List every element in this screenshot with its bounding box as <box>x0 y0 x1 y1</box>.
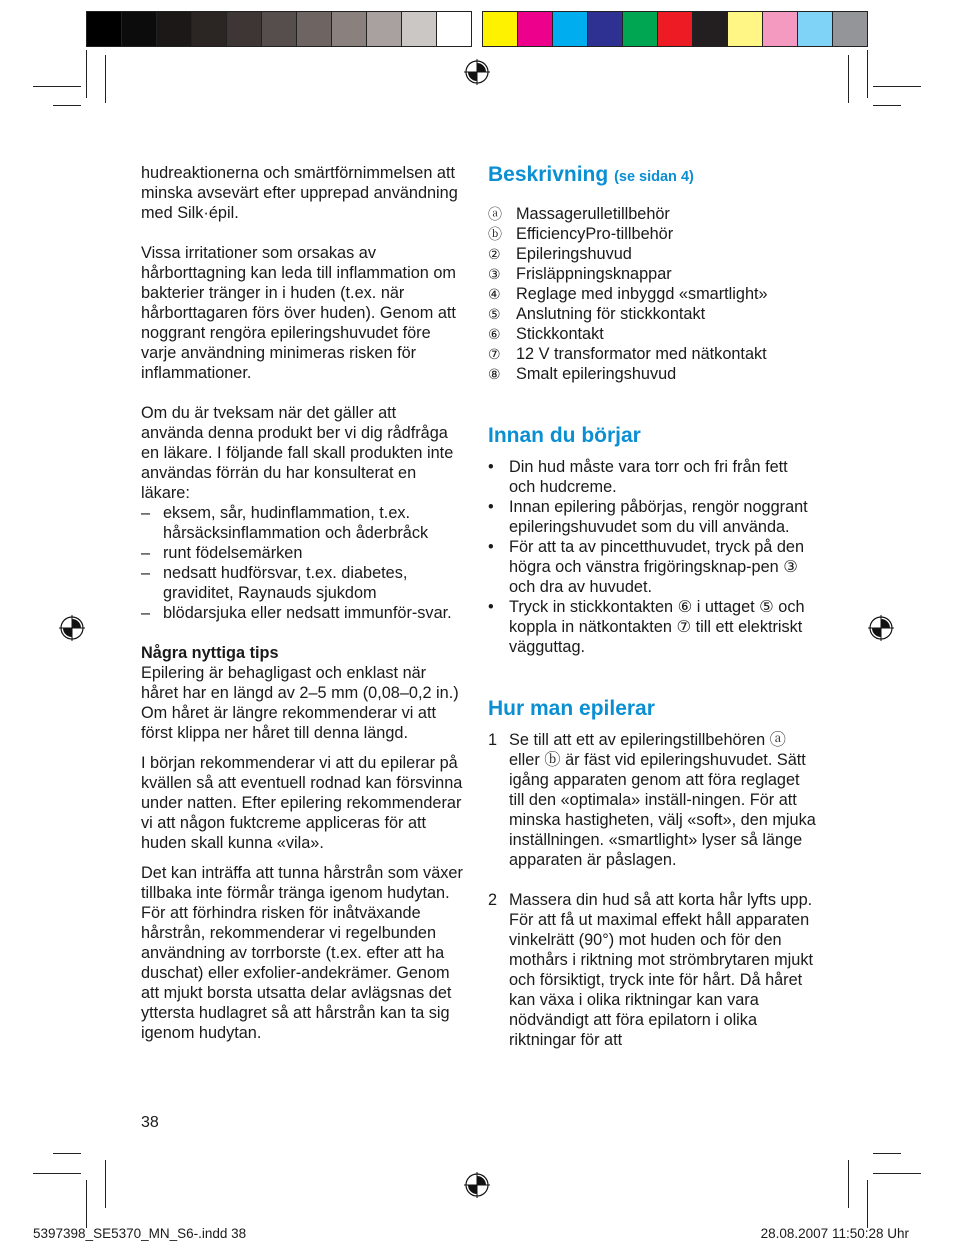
color-swatch <box>588 12 623 46</box>
color-swatch <box>157 12 192 46</box>
color-swatch <box>402 12 437 46</box>
step-number: 2 <box>488 891 498 909</box>
list-item <box>488 497 816 537</box>
part-item <box>488 284 816 304</box>
crop-mark <box>33 86 81 87</box>
registration-mark-icon <box>59 615 85 641</box>
how-to-steps <box>488 730 816 1050</box>
part-label: Stickkontakt <box>516 325 604 343</box>
section-title-text: Beskrivning <box>488 163 609 186</box>
color-swatch <box>367 12 402 46</box>
list-item-text: För att ta av pincetthuvudet, tryck på den högra och vänstra frigöringsknap-pen ③ och dra av huvudet. <box>509 538 805 596</box>
crop-mark <box>873 1153 901 1154</box>
color-swatch <box>483 12 518 46</box>
part-number-marker: ⑦ <box>488 346 501 362</box>
list-item-text: runt födelsemärken <box>163 544 303 562</box>
part-number-marker: ⑤ <box>488 306 501 322</box>
crop-mark <box>105 55 106 103</box>
list-item <box>141 503 463 543</box>
color-swatch <box>763 12 798 46</box>
part-label: EfficiencyPro-tillbehör <box>516 225 674 243</box>
page-number: 38 <box>141 1114 159 1131</box>
color-swatch <box>297 12 332 46</box>
tips-heading: Några nyttiga tips <box>141 644 279 662</box>
list-item-text: nedsatt hudförsvar, t.ex. diabetes, graviditet, Raynauds sjukdom <box>163 564 408 602</box>
color-swatch <box>332 12 367 46</box>
bullet-marker: • <box>488 598 494 616</box>
dash-marker: – <box>141 504 151 522</box>
part-item <box>488 244 816 264</box>
step-text: Se till att ett av epileringstillbehören ⓐ eller ⓑ är fäst vid epileringshuvudet. Sätt igång apparaten genom att föra reglaget till den «optimala» inställ-ningen. För att minska hastigheten, välj «soft», den mjuka inställningen. «smartlight» lyser så länge apparaten är påslagen. <box>509 731 816 869</box>
part-number-marker: ② <box>488 246 501 262</box>
color-swatch <box>192 12 227 46</box>
registration-mark-icon <box>464 1172 490 1198</box>
part-number-marker: ④ <box>488 286 501 302</box>
crop-mark <box>873 86 921 87</box>
part-label: Frisläppningsknappar <box>516 265 672 283</box>
part-number-marker: ⑥ <box>488 326 501 342</box>
part-item <box>488 264 816 284</box>
step-item <box>488 890 816 1050</box>
part-label: Anslutning för stickkontakt <box>516 305 706 323</box>
crop-mark <box>53 1153 81 1154</box>
color-swatch <box>437 12 471 46</box>
crop-mark <box>53 105 81 106</box>
bullet-marker: • <box>488 538 494 556</box>
part-label: Reglage med inbyggd «smartlight» <box>516 285 768 303</box>
crop-mark <box>873 105 901 106</box>
dash-marker: – <box>141 544 151 562</box>
registration-mark-icon <box>868 615 894 641</box>
bullet-marker: • <box>488 498 494 516</box>
color-swatch <box>728 12 763 46</box>
list-item <box>141 563 463 603</box>
part-item <box>488 344 816 364</box>
crop-mark <box>848 1160 849 1208</box>
step-item <box>488 730 816 870</box>
section-title-hur: Hur man epilerar <box>488 697 655 720</box>
paragraph: Vissa irritationer som orsakas av hårborttagning kan leda till inflammation om bakterier tränger in i huden (t.ex. när hårborttagaren förs över huden). Genom att noggrant rengöra epileringshuvudet före varje användning minimeras risken för inflammationer. <box>141 244 456 382</box>
color-swatch <box>833 12 867 46</box>
part-number-marker: ⓐ <box>488 206 502 222</box>
color-swatch <box>553 12 588 46</box>
dash-marker: – <box>141 564 151 582</box>
part-item <box>488 224 816 244</box>
color-calibration-bar <box>482 11 868 47</box>
paragraph: Epilering är behagligast och enklast när håret har en längd av 2–5 mm (0,08–0,2 in.) Om håret är längre rekommenderar vi att först klippa ner håret till denna längd. <box>141 664 459 742</box>
color-swatch <box>518 12 553 46</box>
list-item-text: Innan epilering påbörjas, rengör noggrant epileringshuvudet som du vill använda. <box>509 498 808 536</box>
part-label: Epileringshuvud <box>516 245 632 263</box>
part-number-marker: ⓑ <box>488 226 502 242</box>
color-swatch <box>87 12 122 46</box>
part-number-marker: ⑧ <box>488 366 501 382</box>
registration-mark-icon <box>464 59 490 85</box>
list-item <box>488 597 816 657</box>
list-item <box>488 537 816 597</box>
color-swatch <box>227 12 262 46</box>
page-reference: (se sidan 4) <box>614 169 694 185</box>
list-item-text: eksem, sår, hudinflammation, t.ex. hårsäcksinflammation och åderbråck <box>163 504 429 542</box>
part-label: Massagerulletillbehör <box>516 205 670 223</box>
list-item-text: blödarsjuka eller nedsatt immunför-svar. <box>163 604 452 622</box>
color-swatch <box>623 12 658 46</box>
crop-mark <box>848 55 849 103</box>
color-swatch <box>262 12 297 46</box>
part-item <box>488 304 816 324</box>
step-number: 1 <box>488 731 498 749</box>
part-item <box>488 324 816 344</box>
color-swatch <box>658 12 693 46</box>
crop-mark <box>33 1173 81 1174</box>
crop-mark <box>86 50 87 98</box>
crop-mark <box>873 1173 921 1174</box>
paragraph: I början rekommenderar vi att du epilerar på kvällen så att eventuell rodnad kan försvinna under natten. Efter epilering rekommenderar vi att någon fuktcreme appliceras för att huden skall kunna «vila». <box>141 754 463 852</box>
crop-mark <box>105 1160 106 1208</box>
dash-marker: – <box>141 604 151 622</box>
part-number-marker: ③ <box>488 266 501 282</box>
list-item <box>141 543 463 563</box>
list-item <box>141 603 463 623</box>
color-swatch <box>693 12 728 46</box>
left-column <box>141 163 463 1043</box>
part-label: Smalt epileringshuvud <box>516 365 677 383</box>
paragraph: Om du är tveksam när det gäller att använda denna produkt ber vi dig rådfråga en läkare. I följande fall skall produkten inte användas förrän du har konsulterat en läkare: <box>141 404 454 502</box>
part-item <box>488 204 816 224</box>
paragraph: Det kan inträffa att tunna hårstrån som växer tillbaka inte förmår tränga igenom hudytan. För att förhindra risken för inåtväxande hårstrån, rekommenderar vi regelbunden användning av torrborste (t.ex. efter att ha duschat) eller exfolier-andekrämer. Genom att mjukt borsta utsatta delar avlägsnas det yttersta hudlagret så att hårstrån kan ta sig igenom hudytan. <box>141 864 463 1042</box>
color-swatch <box>798 12 833 46</box>
right-column <box>488 162 816 1050</box>
section-title-beskrivning <box>488 162 816 190</box>
footer-timestamp: 28.08.2007 11:50:28 Uhr <box>760 1226 909 1241</box>
part-label: 12 V transformator med nätkontakt <box>516 345 767 363</box>
color-swatch <box>122 12 157 46</box>
footer-file-info: 5397398_SE5370_MN_S6-.indd 38 <box>33 1226 247 1241</box>
bullet-marker: • <box>488 458 494 476</box>
crop-mark <box>86 1180 87 1228</box>
list-item-text: Din hud måste vara torr och fri från fett och hudcreme. <box>509 458 788 496</box>
crop-mark <box>867 50 868 98</box>
list-item <box>488 457 816 497</box>
part-item <box>488 364 816 384</box>
section-title-innan: Innan du börjar <box>488 424 641 447</box>
grey-calibration-bar <box>86 11 472 47</box>
before-start-list <box>488 457 816 657</box>
crop-mark <box>867 1180 868 1228</box>
list-item-text: Tryck in stickkontakten ⑥ i uttaget ⑤ och koppla in nätkontakten ⑦ till ett elektriskt vägguttag. <box>509 598 805 656</box>
parts-list <box>488 204 816 384</box>
step-text: Massera din hud så att korta hår lyfts upp. För att få ut maximal effekt håll apparaten vinkelrätt (90°) mot huden och för den mothårs i riktning mot strömbrytaren mjukt och försiktigt, tryck inte för hårt. Då håret kan växa i olika riktningar kan vara nödvändigt att föra epilatorn i olika riktningar för att <box>509 891 814 1049</box>
paragraph: hudreaktionerna och smärtförnimmelsen att minska avsevärt efter upprepad användning med Silk·épil. <box>141 164 458 222</box>
